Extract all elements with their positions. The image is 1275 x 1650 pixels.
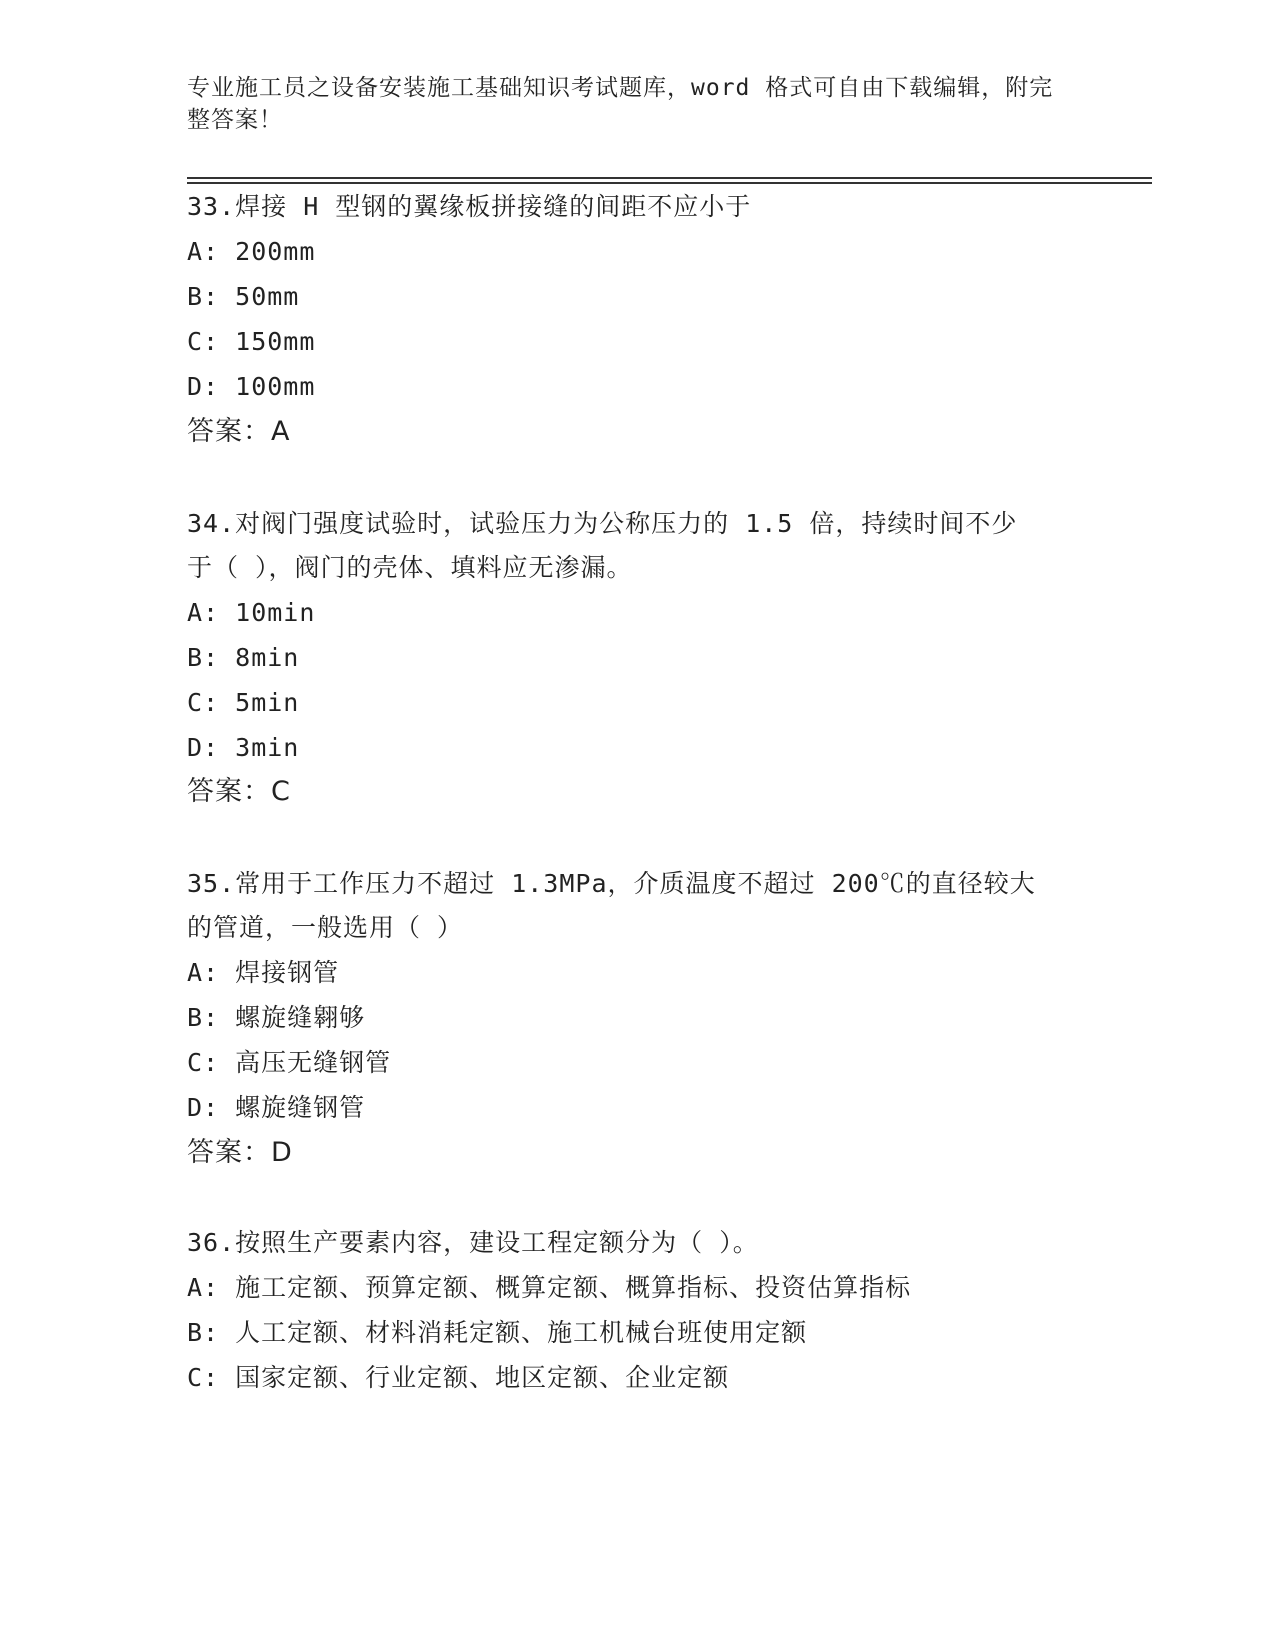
question-36-stem: 36.按照生产要素内容，建设工程定额分为（ ）。 (187, 1228, 759, 1257)
question-35-option-a: A: 焊接钢管 (187, 958, 340, 987)
question-34-answer: 答案：C (187, 776, 291, 807)
header-divider-secondary (187, 182, 1152, 184)
question-33-option-b: B: 50mm (187, 282, 300, 311)
question-36-option-a: A: 施工定额、预算定额、概算定额、概算指标、投资估算指标 (187, 1273, 912, 1302)
question-33-option-c: C: 150mm (187, 327, 316, 356)
question-35-option-c: C: 高压无缝钢管 (187, 1048, 392, 1077)
question-34-option-d: D: 3min (187, 733, 300, 762)
question-34-stem-line-2: 于（ ），阀门的壳体、填料应无渗漏。 (187, 553, 633, 582)
question-34-option-a: A: 10min (187, 598, 316, 627)
question-34-option-b: B: 8min (187, 643, 300, 672)
question-35-stem-line-2: 的管道，一般选用（ ） (187, 913, 464, 942)
question-35-option-d: D: 螺旋缝钢管 (187, 1093, 366, 1122)
question-36-option-b: B: 人工定额、材料消耗定额、施工机械台班使用定额 (187, 1318, 808, 1347)
document-header: 专业施工员之设备安装施工基础知识考试题库，word 格式可自由下载编辑，附完整答案！ (187, 75, 1054, 133)
question-33-option-a: A: 200mm (187, 237, 316, 266)
question-33-answer: 答案：A (187, 416, 291, 447)
question-35-option-b: B: 螺旋缝翱够 (187, 1003, 366, 1032)
question-33-stem: 33.焊接 H 型钢的翼缘板拼接缝的间距不应小于 (187, 192, 752, 221)
question-33-option-d: D: 100mm (187, 372, 316, 401)
question-34-stem-line-1: 34.对阀门强度试验时，试验压力为公称压力的 1.5 倍，持续时间不少 (187, 509, 1018, 538)
question-36-option-c: C: 国家定额、行业定额、地区定额、企业定额 (187, 1363, 730, 1392)
header-divider (187, 177, 1152, 179)
question-35-stem-line-1: 35.常用于工作压力不超过 1.3MPa，介质温度不超过 200℃的直径较大 (187, 869, 1036, 898)
question-35-answer: 答案：D (187, 1137, 293, 1168)
question-34-option-c: C: 5min (187, 688, 300, 717)
